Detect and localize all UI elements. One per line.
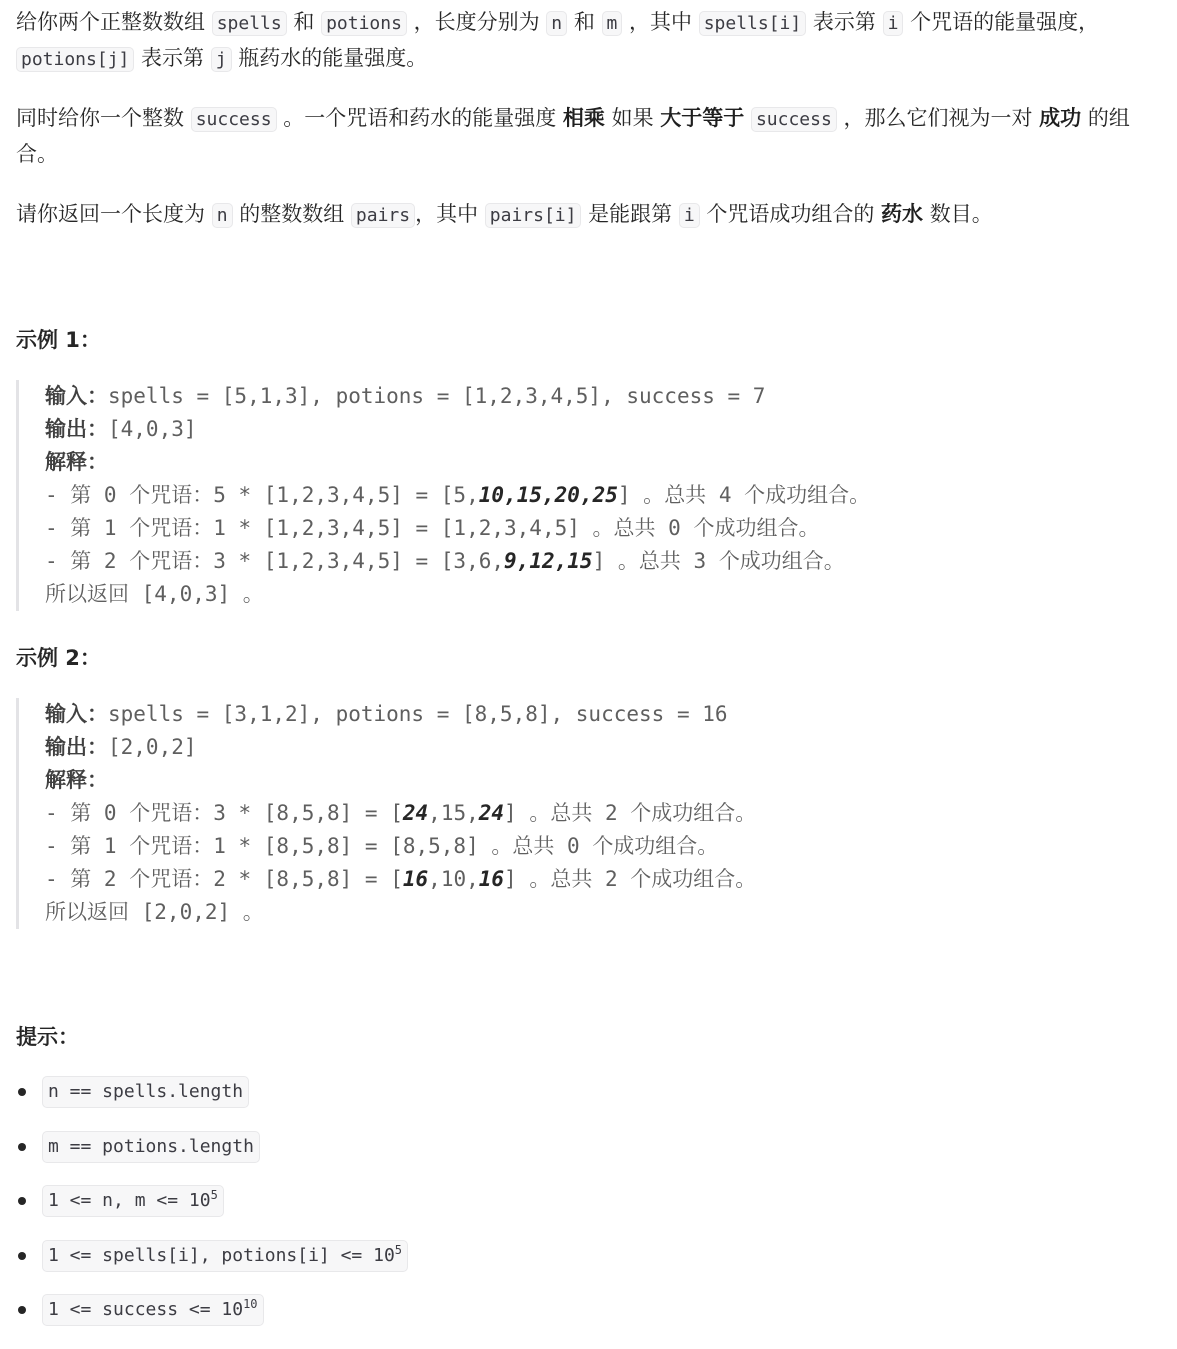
exponent: 5 bbox=[210, 1188, 218, 1202]
text: , bbox=[579, 483, 593, 507]
text: 个成功组合。 bbox=[630, 801, 757, 825]
example-1-heading: 示例 1： bbox=[16, 328, 101, 352]
text: ，长度分别为 bbox=[406, 10, 547, 34]
example-input-line bbox=[45, 698, 1045, 731]
text: 1 * [8,5,8] = [8,5,8] 。 bbox=[213, 834, 513, 858]
text: 个成功组合。 bbox=[592, 834, 719, 858]
text: 总共 bbox=[550, 801, 593, 825]
text: 表示第 bbox=[806, 10, 883, 34]
text: 是能跟第 bbox=[581, 202, 679, 226]
description-paragraph-2 bbox=[16, 101, 1163, 172]
text: 同时给你一个整数 bbox=[16, 106, 191, 130]
constraints-heading: 提示： bbox=[16, 1025, 79, 1049]
text: , bbox=[554, 549, 568, 573]
text: 瓶药水的能量强度。 bbox=[231, 46, 428, 70]
text: 总共 bbox=[664, 483, 707, 507]
text: 个成功组合。 bbox=[630, 867, 757, 891]
explanation-line bbox=[45, 797, 1045, 830]
highlight-value: 16 bbox=[402, 867, 429, 891]
bold-text: 相乘 bbox=[562, 106, 605, 130]
constraint-code bbox=[42, 1131, 260, 1163]
text: - 第 1 bbox=[45, 516, 130, 540]
constraint-text: 1 <= n, m <= 10 bbox=[48, 1190, 211, 1211]
inline-code: spells[i] bbox=[699, 11, 807, 36]
text: ] 。 bbox=[592, 549, 639, 573]
bullet-icon bbox=[18, 1088, 26, 1096]
inline-code: success bbox=[751, 107, 837, 132]
example-2-heading: 示例 2： bbox=[16, 646, 101, 670]
highlight-value: 15 bbox=[516, 483, 542, 507]
constraint-item bbox=[16, 1131, 408, 1186]
bullet-icon bbox=[18, 1306, 26, 1314]
text: 总共 bbox=[550, 867, 593, 891]
text: , bbox=[504, 483, 517, 507]
text bbox=[744, 106, 751, 130]
text: - 第 0 bbox=[45, 801, 130, 825]
inline-code: spells bbox=[212, 11, 287, 36]
example-2-block bbox=[16, 698, 1045, 929]
highlight-value: 16 bbox=[478, 867, 505, 891]
example-explanation-label bbox=[45, 764, 1045, 797]
text: 和 bbox=[567, 10, 602, 34]
text: ] 。 bbox=[504, 801, 551, 825]
text: - 第 0 bbox=[45, 483, 130, 507]
text: ，那么它们视为一对 bbox=[836, 106, 1040, 130]
highlight-value: 24 bbox=[478, 801, 505, 825]
explanation-line bbox=[45, 545, 1045, 578]
text: 请你返回一个长度为 bbox=[16, 202, 212, 226]
highlight-value: 15 bbox=[567, 549, 593, 573]
explanation-line bbox=[45, 512, 1045, 545]
text: 个成功组合。 bbox=[744, 483, 871, 507]
text: ] 。 bbox=[504, 867, 551, 891]
bold-text: 大于等于 bbox=[660, 106, 745, 130]
text: ,15, bbox=[428, 801, 479, 825]
text: 3 * [1,2,3,4,5] = [3,6, bbox=[213, 549, 505, 573]
highlight-value: 12 bbox=[529, 549, 555, 573]
output-label: 输出： bbox=[45, 417, 108, 441]
text: 2 * [8,5,8] = [ bbox=[213, 867, 403, 891]
example-return-line bbox=[45, 896, 1045, 929]
constraint-item bbox=[16, 1076, 408, 1131]
text: 和 bbox=[286, 10, 322, 34]
text: 所以返回 bbox=[45, 900, 129, 924]
constraint-code bbox=[42, 1185, 224, 1217]
bullet-icon bbox=[18, 1197, 26, 1205]
constraint-item bbox=[16, 1185, 408, 1240]
constraint-text: 1 <= success <= 10 bbox=[48, 1299, 244, 1320]
text: [2,0,2] 。 bbox=[129, 900, 264, 924]
bold-text: 成功 bbox=[1039, 106, 1082, 130]
text: - 第 2 bbox=[45, 867, 130, 891]
constraint-code bbox=[42, 1294, 264, 1326]
text: - 第 2 bbox=[45, 549, 130, 573]
output-label: 输出： bbox=[45, 735, 108, 759]
text: 3 * [8,5,8] = [ bbox=[213, 801, 403, 825]
input-value: spells = [3,1,2], potions = [8,5,8], success = 16 bbox=[108, 702, 728, 726]
constraint-text: n == spells.length bbox=[48, 1081, 244, 1102]
text: ，其中 bbox=[415, 202, 485, 226]
text: 0 bbox=[655, 516, 694, 540]
text: ，其中 bbox=[622, 10, 699, 34]
text: 个咒语： bbox=[129, 801, 214, 825]
text: 个成功组合。 bbox=[718, 549, 845, 573]
text: - 第 1 bbox=[45, 834, 130, 858]
text: 总共 bbox=[638, 549, 681, 573]
example-explanation-label bbox=[45, 446, 1045, 479]
input-label: 输入： bbox=[45, 702, 108, 726]
constraint-item bbox=[16, 1294, 408, 1349]
text: 个咒语： bbox=[129, 549, 214, 573]
bullet-icon bbox=[18, 1252, 26, 1260]
constraint-text: 1 <= spells[i], potions[i] <= 10 bbox=[48, 1244, 395, 1266]
text: 。一个咒语和药水的能量强度 bbox=[276, 106, 563, 130]
highlight-value: 24 bbox=[402, 801, 429, 825]
text: 如果 bbox=[604, 106, 661, 130]
input-label: 输入： bbox=[45, 384, 108, 408]
example-output-line bbox=[45, 731, 1045, 764]
text: 0 bbox=[554, 834, 593, 858]
text: 个成功组合。 bbox=[693, 516, 820, 540]
text: 总共 bbox=[512, 834, 555, 858]
text: 给你两个正整数数组 bbox=[16, 10, 212, 34]
inline-code: n bbox=[212, 203, 233, 228]
explanation-label: 解释： bbox=[45, 450, 108, 474]
explanation-line bbox=[45, 863, 1045, 896]
text: 的整数数组 bbox=[232, 202, 351, 226]
inline-code: pairs[i] bbox=[485, 203, 582, 228]
explanation-label: 解释： bbox=[45, 768, 108, 792]
text: 的组合。 bbox=[16, 106, 1130, 166]
text: 数目。 bbox=[923, 202, 993, 226]
highlight-value: 9 bbox=[504, 549, 517, 573]
text: 个咒语： bbox=[129, 834, 214, 858]
output-value: [2,0,2] bbox=[108, 735, 197, 759]
text: [4,0,3] 。 bbox=[129, 582, 264, 606]
inline-code: potions bbox=[321, 11, 407, 36]
inline-code: pairs bbox=[351, 203, 415, 228]
highlight-value: 10 bbox=[478, 483, 505, 507]
text: 表示第 bbox=[134, 46, 211, 70]
constraints-list bbox=[16, 1076, 408, 1349]
constraint-code bbox=[42, 1076, 249, 1108]
inline-code: success bbox=[191, 107, 277, 132]
text: , bbox=[541, 483, 555, 507]
text: 个咒语： bbox=[129, 483, 214, 507]
example-input-line bbox=[45, 380, 1045, 413]
text: 2 bbox=[592, 801, 631, 825]
input-value: spells = [5,1,3], potions = [1,2,3,4,5], success = 7 bbox=[108, 384, 766, 408]
text: ] 。 bbox=[617, 483, 665, 507]
description-paragraph-1 bbox=[16, 5, 1163, 77]
inline-code: i bbox=[883, 11, 904, 36]
inline-code: n bbox=[546, 11, 567, 36]
text: 5 * [1,2,3,4,5] = [5, bbox=[213, 483, 479, 507]
bullet-icon bbox=[18, 1143, 26, 1151]
constraint-item bbox=[16, 1240, 408, 1295]
text: 2 bbox=[592, 867, 631, 891]
highlight-value: 20 bbox=[554, 483, 580, 507]
constraint-code bbox=[42, 1240, 408, 1272]
example-return-line bbox=[45, 578, 1045, 611]
output-value: [4,0,3] bbox=[108, 417, 197, 441]
highlight-value: 25 bbox=[592, 483, 618, 507]
text: 总共 bbox=[613, 516, 656, 540]
text: 个咒语的能量强度， bbox=[903, 10, 1100, 34]
exponent: 10 bbox=[243, 1297, 258, 1311]
text: , bbox=[516, 549, 530, 573]
text: 1 * [1,2,3,4,5] = [1,2,3,4,5] 。 bbox=[213, 516, 614, 540]
text: 所以返回 bbox=[45, 582, 129, 606]
text: 个咒语成功组合的 bbox=[699, 202, 882, 226]
inline-code: potions[j] bbox=[16, 47, 134, 72]
constraint-text: m == potions.length bbox=[48, 1135, 254, 1157]
bold-text: 药水 bbox=[881, 202, 924, 226]
inline-code: i bbox=[679, 203, 700, 228]
explanation-line bbox=[45, 830, 1045, 863]
text: ,10, bbox=[428, 867, 479, 891]
example-1-block bbox=[16, 380, 1045, 611]
exponent: 5 bbox=[394, 1242, 403, 1257]
text: 个咒语： bbox=[129, 867, 214, 891]
inline-code: m bbox=[602, 11, 623, 36]
inline-code: j bbox=[211, 47, 232, 72]
text: 3 bbox=[680, 549, 719, 573]
example-output-line bbox=[45, 413, 1045, 446]
text: 4 bbox=[706, 483, 745, 507]
description-paragraph-3 bbox=[16, 197, 1163, 233]
text: 个咒语： bbox=[129, 516, 214, 540]
explanation-line bbox=[45, 479, 1045, 512]
